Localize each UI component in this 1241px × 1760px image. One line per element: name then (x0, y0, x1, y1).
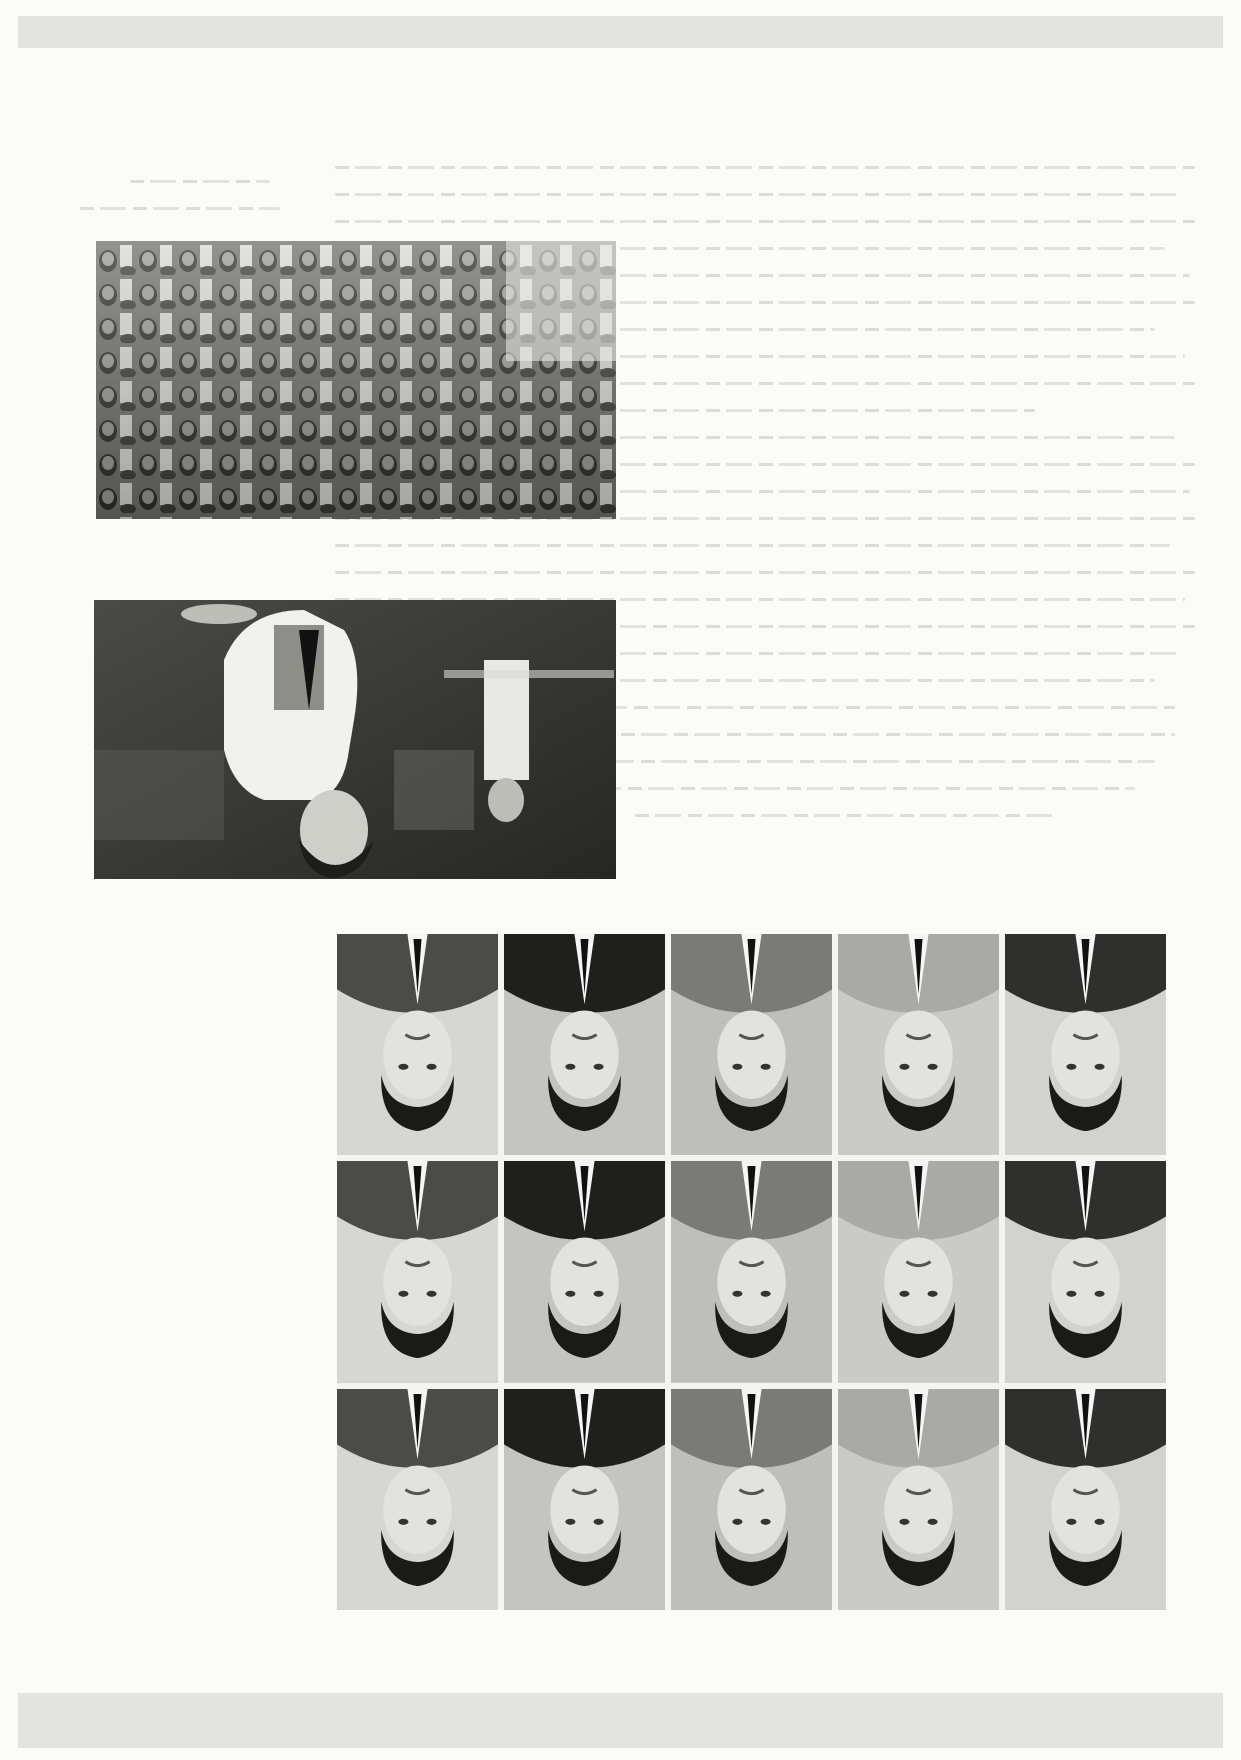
portrait-icon (671, 1389, 832, 1610)
portrait-photo (1005, 1161, 1166, 1382)
bleed-through-margin-text (20, 180, 300, 234)
portrait-icon (671, 934, 832, 1155)
portrait-icon (1005, 1389, 1166, 1610)
portrait-photo (504, 1389, 665, 1610)
portrait-icon (504, 934, 665, 1155)
portrait-icon (504, 1389, 665, 1610)
portrait-photo (1005, 934, 1166, 1155)
portrait-icon (504, 1161, 665, 1382)
portrait-icon (1005, 934, 1166, 1155)
portrait-icon (838, 1161, 999, 1382)
portrait-photo (838, 1389, 999, 1610)
portrait-icon (337, 1389, 498, 1610)
portrait-photo (671, 1161, 832, 1382)
portrait-grid (337, 934, 1166, 1610)
portrait-photo (838, 1161, 999, 1382)
scan-edge-top (18, 16, 1223, 48)
portrait-photo (504, 1161, 665, 1382)
speaker-photo (94, 600, 616, 879)
scan-edge-bottom (18, 1693, 1223, 1748)
portrait-photo (671, 1389, 832, 1610)
portrait-icon (671, 1161, 832, 1382)
portrait-icon (337, 1161, 498, 1382)
portrait-photo (838, 934, 999, 1155)
portrait-icon (1005, 1161, 1166, 1382)
portrait-icon (337, 934, 498, 1155)
portrait-photo (337, 1389, 498, 1610)
portrait-photo (1005, 1389, 1166, 1610)
portrait-photo (337, 1161, 498, 1382)
portrait-photo (671, 934, 832, 1155)
portrait-photo (504, 934, 665, 1155)
person-photo-icon (94, 600, 616, 879)
audience-photo (96, 241, 616, 519)
portrait-icon (838, 934, 999, 1155)
portrait-icon (838, 1389, 999, 1610)
portrait-photo (337, 934, 498, 1155)
crowd-photo-icon (96, 241, 616, 519)
